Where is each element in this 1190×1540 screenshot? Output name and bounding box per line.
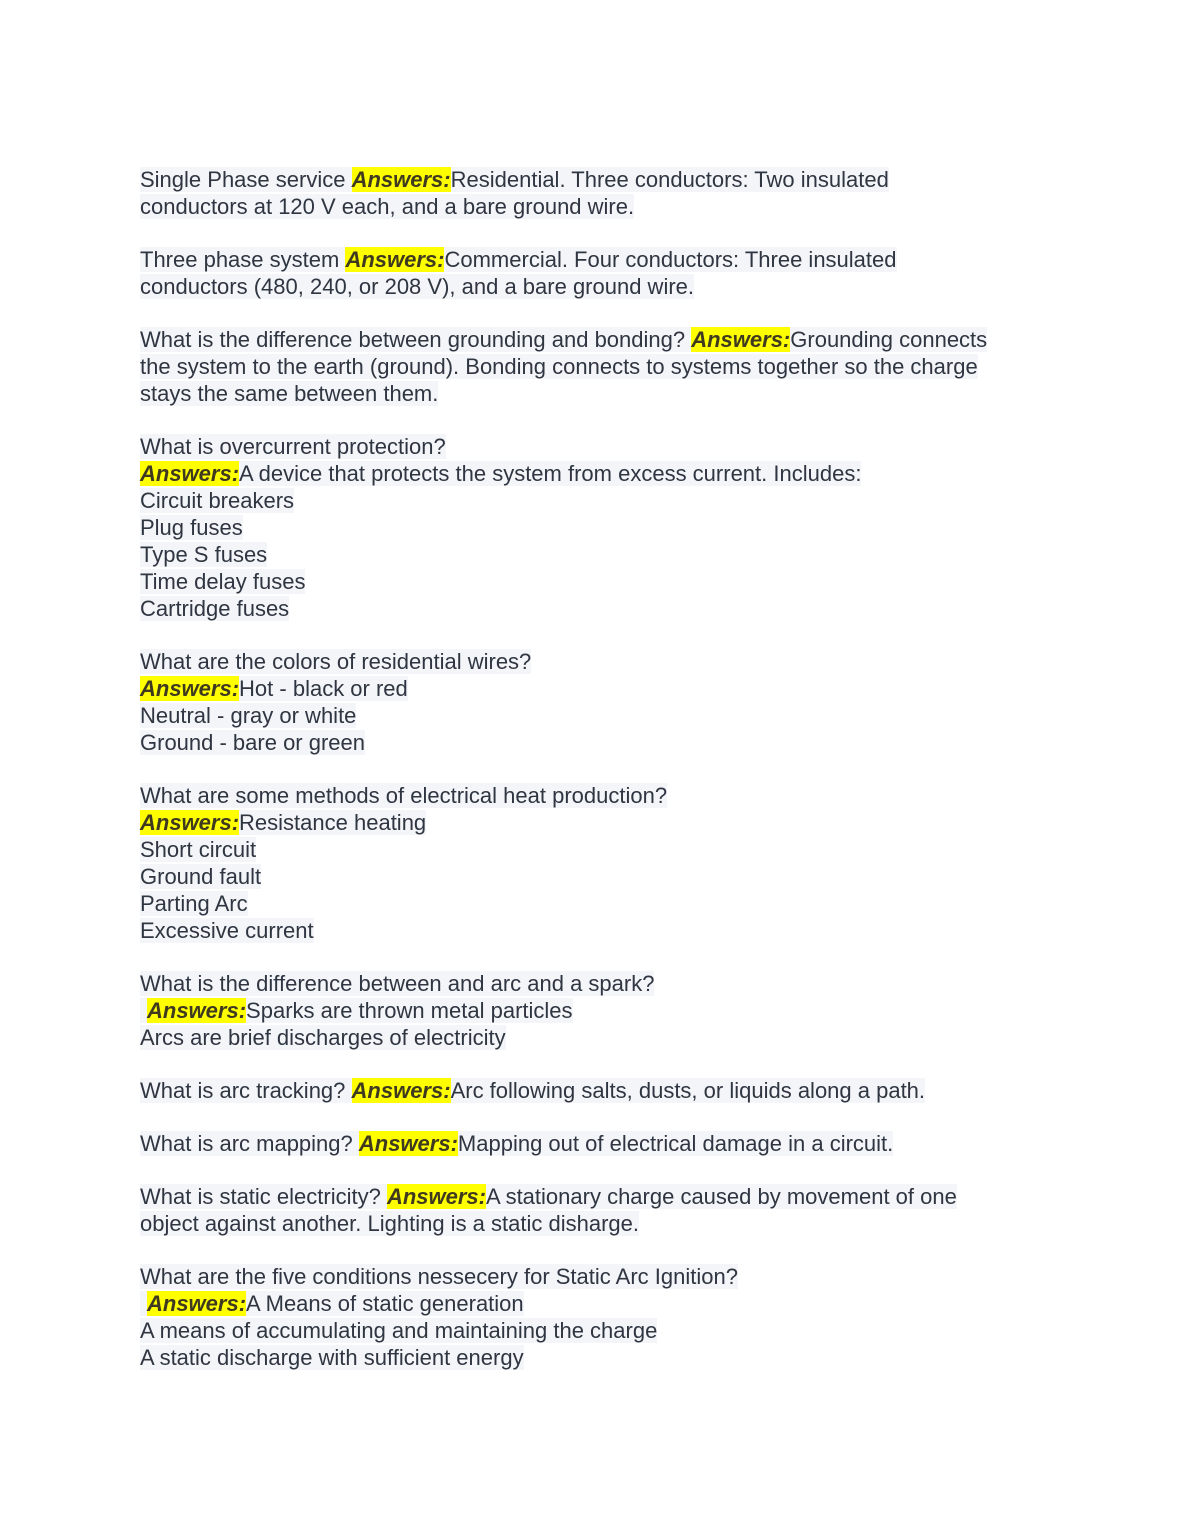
answer-text: Mapping out of electrical damage in a circuit. xyxy=(457,1131,894,1156)
answer-line: Excessive current xyxy=(140,918,314,943)
answer-line: stays the same between them. xyxy=(140,381,439,406)
answers-label: Answers: xyxy=(140,676,240,701)
answers-label: Answers: xyxy=(386,1184,486,1209)
question-text: What are some methods of electrical heat production? xyxy=(140,783,668,808)
answer-text: Hot - black or red xyxy=(239,676,408,701)
answer-line: Time delay fuses xyxy=(140,569,306,594)
answers-label: Answers: xyxy=(358,1131,458,1156)
qa-item-static-arc-ignition xyxy=(140,1263,1050,1371)
answers-label: Answers: xyxy=(351,1078,451,1103)
question-text: What is overcurrent protection? xyxy=(140,434,446,459)
answer-line: Type S fuses xyxy=(140,542,268,567)
answer-text: Grounding connects xyxy=(790,327,988,352)
answers-label: Answers: xyxy=(345,247,445,272)
qa-item-arc-vs-spark xyxy=(140,970,1050,1051)
qa-item-overcurrent xyxy=(140,433,1050,622)
answer-line: conductors at 120 V each, and a bare ground wire. xyxy=(140,194,635,219)
answer-text: Arc following salts, dusts, or liquids along a path. xyxy=(450,1078,926,1103)
qa-item-three-phase xyxy=(140,246,1050,300)
answer-text: Commercial. Four conductors: Three insulated xyxy=(444,247,897,272)
answer-text: Residential. Three conductors: Two insulated xyxy=(450,167,889,192)
answer-line: Parting Arc xyxy=(140,891,248,916)
answer-line: Short circuit xyxy=(140,837,257,862)
answer-text: Sparks are thrown metal particles xyxy=(246,998,573,1023)
answer-line: Ground fault xyxy=(140,864,262,889)
qa-item-arc-mapping xyxy=(140,1130,1050,1157)
answer-line: Neutral - gray or white xyxy=(140,703,357,728)
answer-text: A Means of static generation xyxy=(246,1291,524,1316)
answer-line: the system to the earth (ground). Bonding connects to systems together so the charge xyxy=(140,354,978,379)
answers-label: Answers: xyxy=(691,327,791,352)
answers-label: Answers: xyxy=(140,810,240,835)
answer-line: Ground - bare or green xyxy=(140,730,366,755)
question-text: What are the five conditions nessecery for Static Arc Ignition? xyxy=(140,1264,738,1289)
qa-item-static-electricity xyxy=(140,1183,1050,1237)
answer-text: A device that protects the system from excess current. Includes: xyxy=(239,461,862,486)
answers-label: Answers: xyxy=(147,1291,247,1316)
question-text: What are the colors of residential wires? xyxy=(140,649,532,674)
answer-line: A static discharge with sufficient energy xyxy=(140,1345,524,1370)
question-text: What is static electricity? xyxy=(140,1184,387,1209)
answer-line: Arcs are brief discharges of electricity xyxy=(140,1025,506,1050)
question-text: Three phase system xyxy=(140,247,346,272)
answers-label: Answers: xyxy=(140,461,240,486)
question-text: What is the difference between grounding and bonding? xyxy=(140,327,692,352)
question-text: Single Phase service xyxy=(140,167,352,192)
qa-item-arc-tracking xyxy=(140,1077,1050,1104)
question-text: What is arc mapping? xyxy=(140,1131,359,1156)
answer-text: Resistance heating xyxy=(239,810,427,835)
answers-label: Answers: xyxy=(351,167,451,192)
question-text: What is the difference between and arc and a spark? xyxy=(140,971,655,996)
answer-line: A means of accumulating and maintaining the charge xyxy=(140,1318,658,1343)
qa-item-heat-production xyxy=(140,782,1050,944)
answer-text: A stationary charge caused by movement of one xyxy=(486,1184,957,1209)
answer-line: Cartridge fuses xyxy=(140,596,290,621)
answer-line: conductors (480, 240, or 208 V), and a bare ground wire. xyxy=(140,274,695,299)
answer-line: Plug fuses xyxy=(140,515,243,540)
qa-item-grounding-bonding xyxy=(140,326,1050,407)
answer-line: Circuit breakers xyxy=(140,488,295,513)
qa-item-single-phase xyxy=(140,166,1050,220)
question-text: What is arc tracking? xyxy=(140,1078,352,1103)
answers-label: Answers: xyxy=(147,998,247,1023)
answer-line: object against another. Lighting is a static disharge. xyxy=(140,1211,639,1236)
qa-item-wire-colors xyxy=(140,648,1050,756)
